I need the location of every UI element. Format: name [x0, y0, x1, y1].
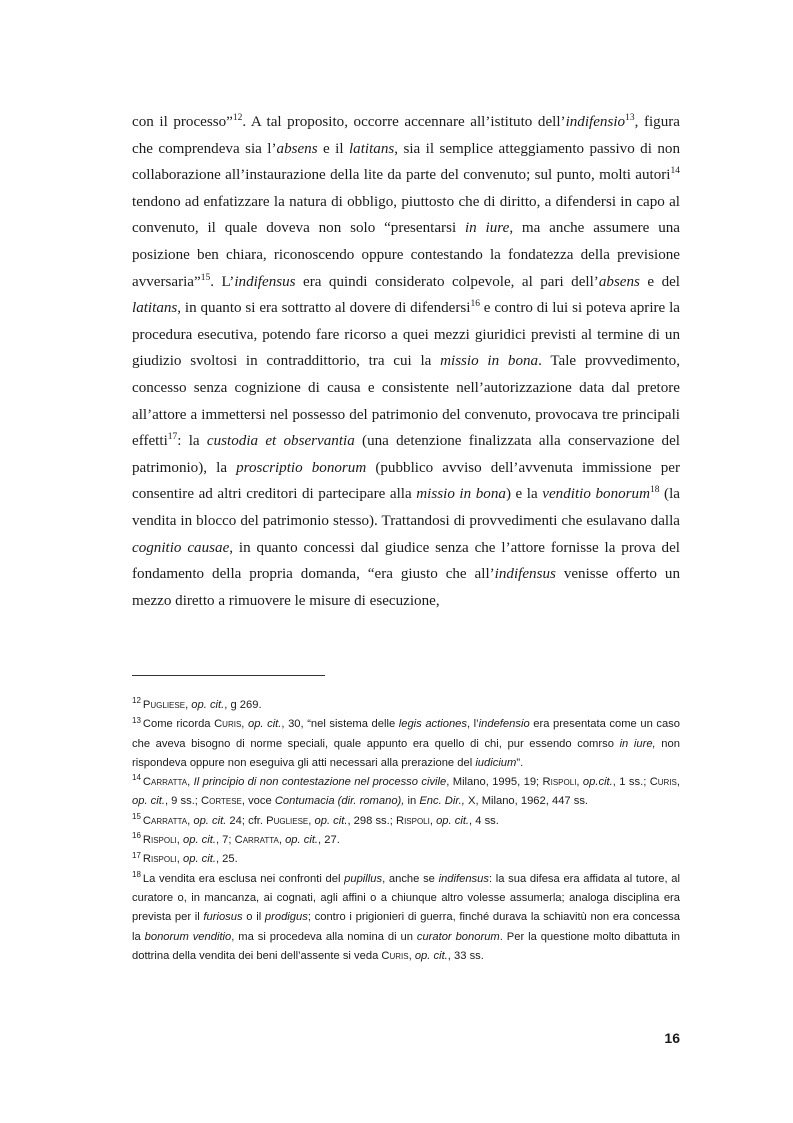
- italic-term: missio in bona: [416, 486, 506, 503]
- author-name: Rispoli: [542, 776, 577, 789]
- footnote-separator: [132, 675, 325, 676]
- footnotes: [132, 696, 680, 966]
- footnote-ref-17[interactable]: 17: [167, 432, 178, 443]
- footnote-number: 12: [132, 696, 141, 706]
- text-run: con il processo”: [132, 114, 233, 130]
- italic-term: latitans: [348, 140, 395, 157]
- footnote-number: 18: [132, 869, 141, 879]
- text-run: era quindi considerato colpevole, al pari dell’: [295, 273, 599, 290]
- text-run: . L’: [210, 273, 235, 290]
- author-name: Curis: [381, 949, 409, 962]
- text-run: , ma anche assumere una posizione ben chiara, riconoscendo oppure contestando la fondatezza della previsione avversaria”: [132, 220, 680, 290]
- footnote-ref-18[interactable]: 18: [649, 485, 660, 496]
- italic-term: cognitio causae: [132, 539, 230, 556]
- footnote-13: $^{13}$ Come ricorda Curis, op. cit., 30, “nel sistema delle legis actiones, l’indefensio era presentata come un caso che aveva bisogno di norme speciali, quale appunto era quello di chi, pur essendo comrso in iure, non rispondeva oppure non eseguiva gli atti necessari alla prerazione del iudicium”.: [132, 715, 680, 769]
- text-run: , in quanto si era sottratto al dovere di difendersi: [177, 300, 471, 317]
- italic-term: indifensio: [565, 114, 626, 130]
- footnote-ref-13[interactable]: 13: [625, 112, 635, 123]
- author-name: Cortese: [201, 795, 242, 808]
- author-name: Rispoli: [142, 834, 177, 847]
- italic-term: indifensus: [494, 566, 556, 583]
- footnote-14: $^{14}$ Carratta, Il principio di non contestazione nel processo civile, Milano, 1995, 19; Rispoli, op.cit., 1 ss.; Curis, op. cit., 9 ss.; Cortese, voce Contumacia (dir. romano), in Enc. Dir., X, Milano, 1962, 447 ss.: [132, 773, 681, 808]
- text-run: tendono ad enfatizzare la natura di obbligo, piuttosto che di diritto, a difendersi in capo al convenuto, il quale doveva non solo “presentarsi: [132, 193, 680, 237]
- author-name: Rispoli: [395, 814, 430, 827]
- author-name: Rispoli: [142, 853, 177, 866]
- author-name: Pugliese: [266, 814, 309, 827]
- italic-term: venditio bonorum: [542, 486, 650, 503]
- author-name: Carratta: [142, 776, 188, 789]
- footnote-ref-16[interactable]: 16: [470, 299, 480, 310]
- text-run: venisse offerto un mezzo diretto a rimuovere le misure di esecuzione,: [132, 566, 680, 609]
- text-run: . Tale provvedimento, concesso senza cognizione di causa e consistente nell’autorizzazione data dal pretore all’attore a immettersi nel possesso del patrimonio del convenuto, provocava tre principali effetti: [132, 353, 680, 450]
- text-run: e del: [639, 273, 681, 290]
- author-name: Carratta: [234, 834, 279, 847]
- footnote-17: $^{17}$ Rispoli, op. cit., 25.: [132, 850, 238, 866]
- author-name: Carratta: [142, 814, 188, 827]
- text-run: : la: [177, 433, 207, 450]
- footnote-16: $^{16}$ Rispoli, op. cit., 7; Carratta, op. cit., 27.: [132, 831, 340, 847]
- footnote-ref-14[interactable]: 14: [670, 166, 680, 177]
- italic-term: absens: [598, 273, 640, 290]
- footnote-number: 16: [132, 831, 141, 841]
- text-run: ) e la: [505, 486, 543, 503]
- text-run: e il: [317, 140, 349, 157]
- footnote-15: $^{15}$ Carratta, op. cit. 24; cfr. Pugliese, op. cit., 298 ss.; Rispoli, op. cit., 4 ss.: [132, 812, 499, 827]
- text-run: (pubblico avviso dell’avvenuta immissione per consentire ad altri creditori di partecipare alla: [132, 459, 681, 503]
- italic-term: indifensus: [234, 273, 296, 290]
- author-name: Curis: [214, 718, 242, 731]
- italic-term: in iure: [464, 220, 510, 237]
- italic-term: latitans: [132, 300, 178, 317]
- body-paragraph: [132, 109, 680, 614]
- footnote-18: $^{18}$ La vendita era esclusa nei confronti del pupillus, anche se indifensus: la sua difesa era affidata al tutore, al curatore o, in mancanza, ai cognati, agli affini o a chiunque altro volesse assumerla; analoga disciplina era prevista per il furiosus o il prodigus; contro i prigionieri di guerra, finché durava la schiavitù non era concessa la bonorum venditio, ma si procedeva alla nomina di un curator bonorum. Per la questione molto dibattuta in dottrina della vendita dei beni dell’assente si veda Curis, op. cit., 33 ss.: [132, 869, 680, 962]
- footnote-number: 14: [132, 773, 141, 783]
- author-name: Curis: [649, 776, 677, 789]
- footnote-number: 13: [132, 715, 141, 725]
- text-run: (la vendita in blocco del patrimonio stesso). Trattandosi di provvedimenti che esulavano dalla: [132, 486, 680, 529]
- text-run: , figura che comprendeva sia l’: [132, 114, 680, 157]
- footnote-ref-15[interactable]: 15: [200, 272, 211, 283]
- footnote-number: 15: [132, 812, 141, 822]
- footnote-ref-12[interactable]: 12: [232, 112, 243, 123]
- page-number: 16: [664, 1030, 680, 1046]
- italic-term: proscriptio bonorum: [236, 459, 367, 476]
- footnote-12: $^{12}$ Pugliese, op. cit., g 269.: [132, 696, 262, 711]
- text-run: e contro di lui si poteva aprire la procedura esecutiva, potendo fare ricorso a quei mezzi giuridici previsti al termine di un giudizio svoltosi in contraddittorio, tra cui la: [132, 300, 680, 370]
- text-run: (una detenzione finalizzata alla conservazione del patrimonio), la: [132, 433, 680, 476]
- text-run: , sia il semplice atteggiamento passivo di non collaborazione all’instaurazione della lite da parte del convenuto; sul punto, molti autori: [132, 140, 680, 184]
- footnote-number: 17: [132, 850, 141, 860]
- author-name: Pugliese: [142, 699, 186, 711]
- italic-term: absens: [276, 140, 318, 157]
- text-run: . A tal proposito, occorre accennare all’istituto dell’: [242, 114, 566, 130]
- italic-term: custodia et observantia: [206, 433, 355, 450]
- italic-term: missio in bona: [440, 353, 539, 370]
- text-run: , in quanto concessi dal giudice senza che l’attore fornisse la prova del fondamento della propria domanda, “era giusto che all’: [132, 539, 680, 583]
